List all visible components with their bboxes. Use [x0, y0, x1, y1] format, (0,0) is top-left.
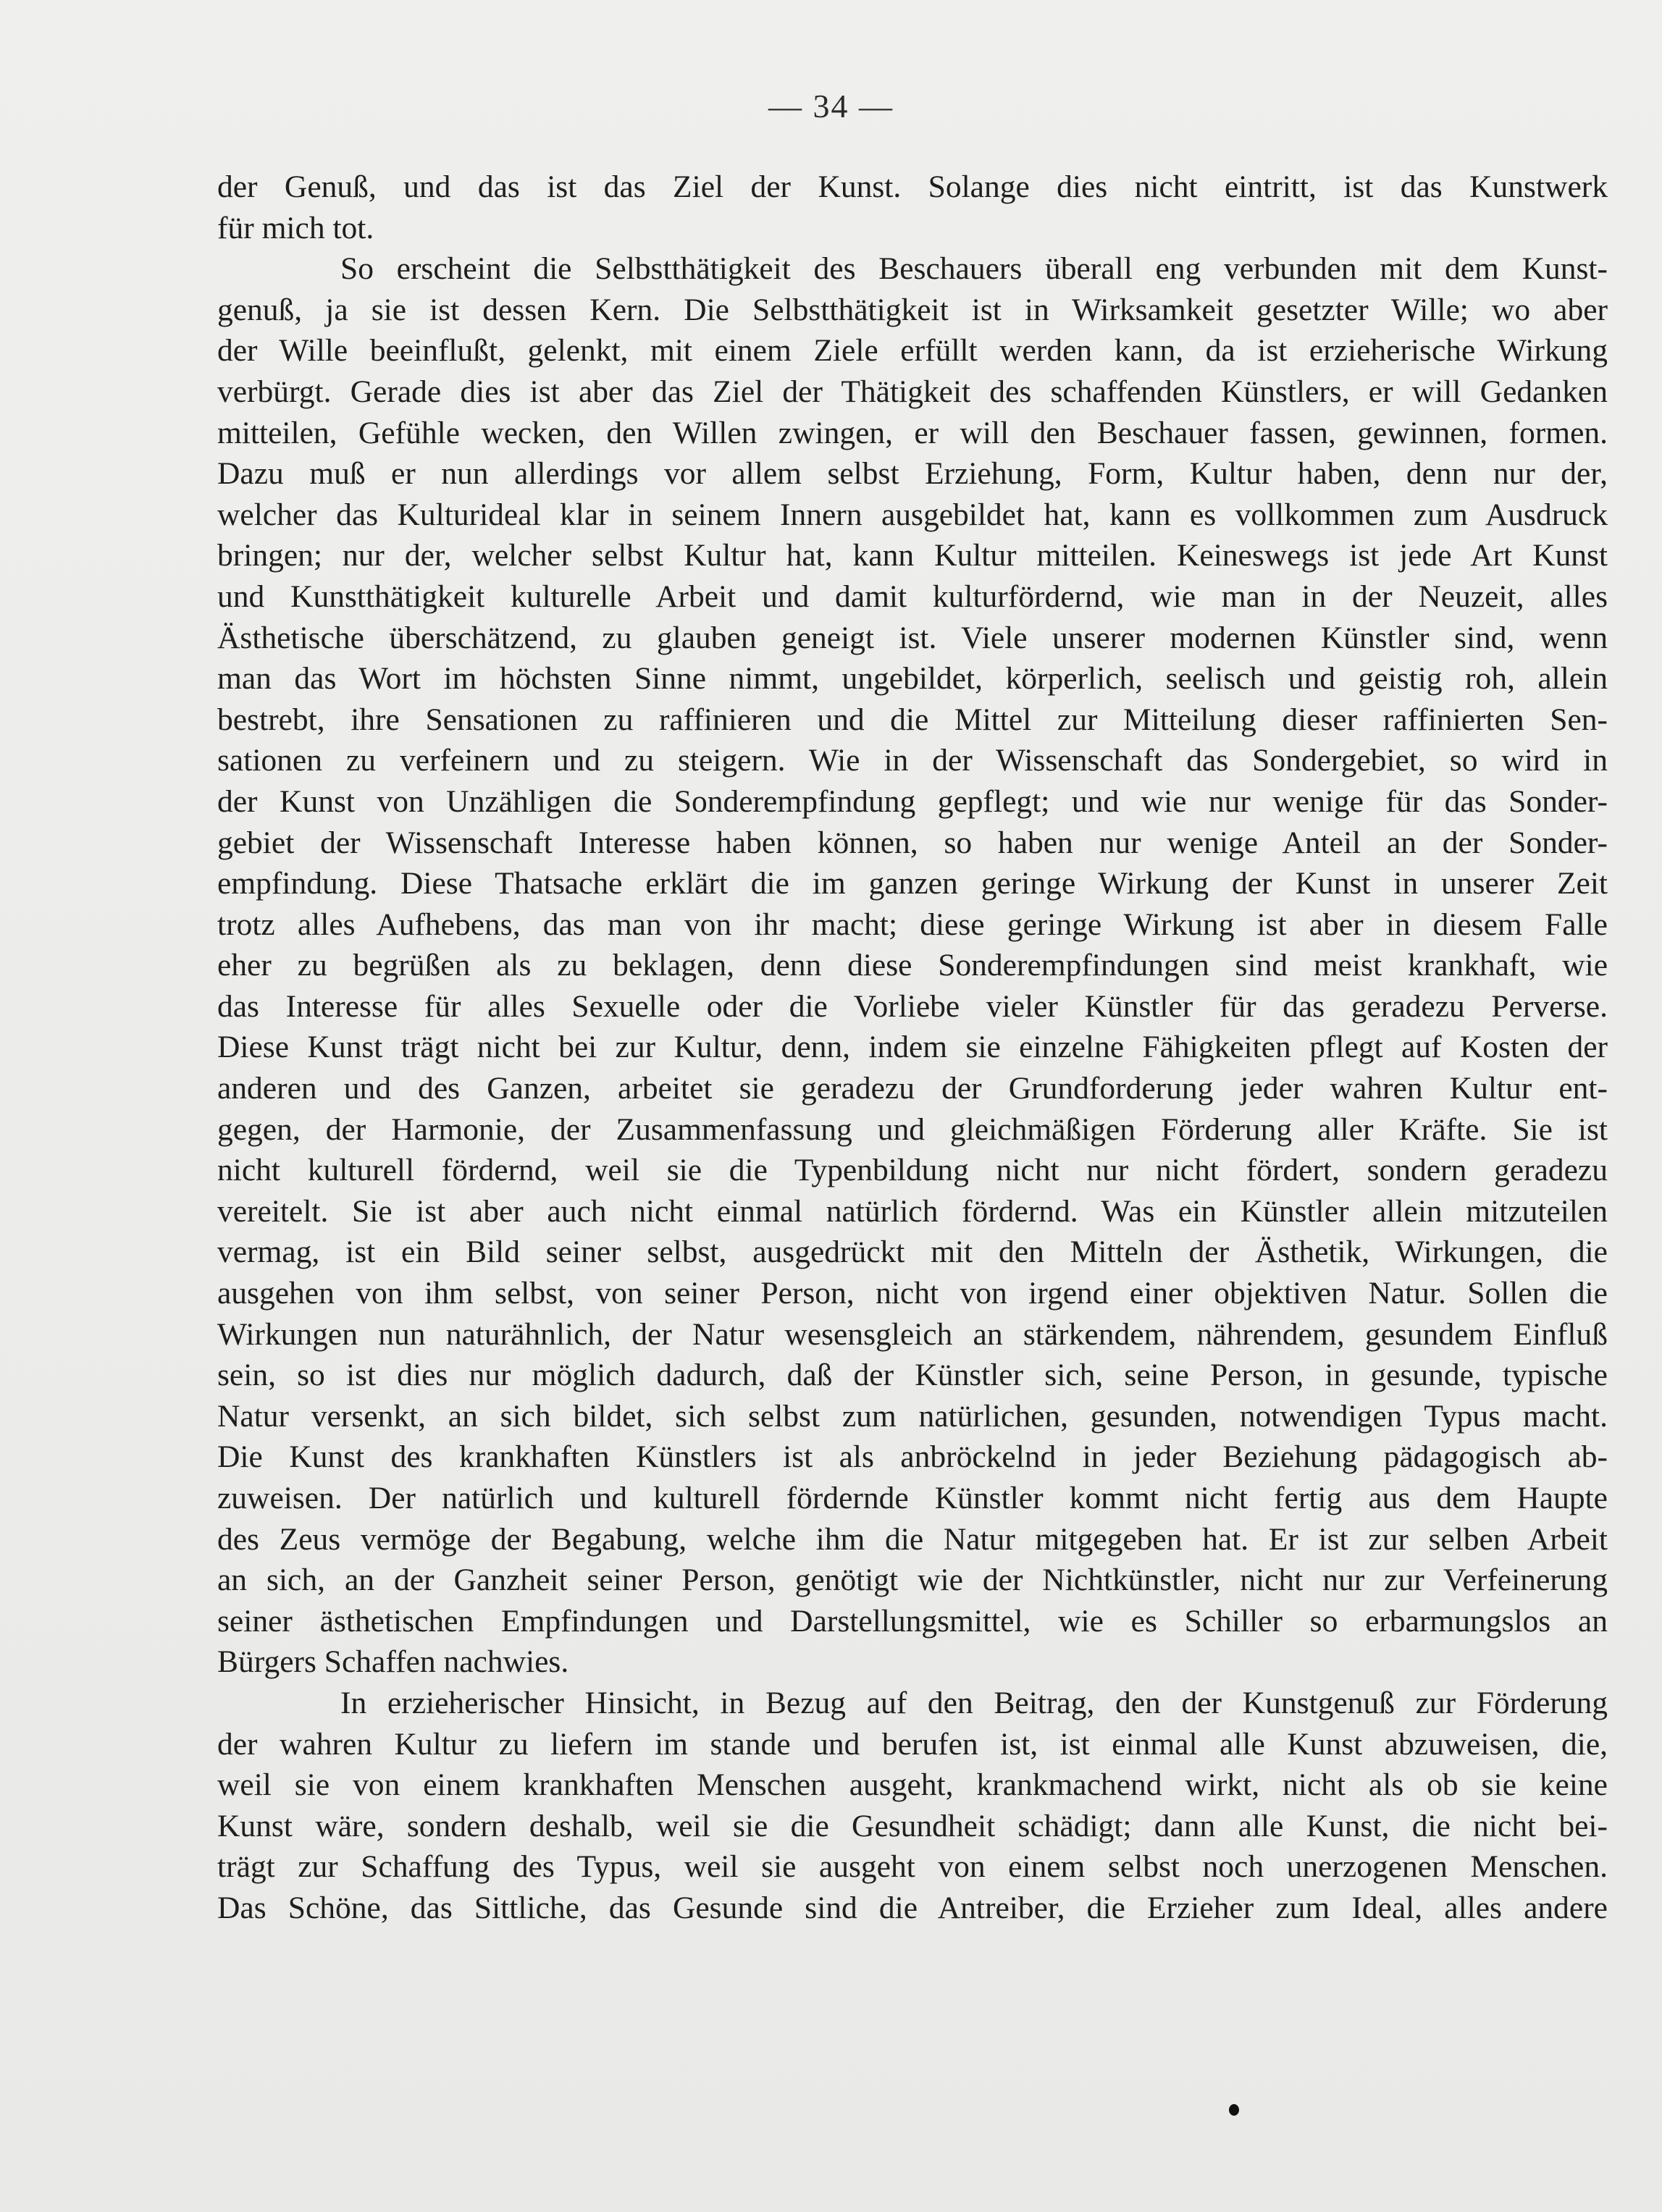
text-line: an sich, an der Ganzheit seiner Person, genötigt wie der Nichtkünstler, nicht nur zur Verfeinerung [217, 1563, 1608, 1598]
text-line: bringen; nur der, welcher selbst Kultur hat, kann Kultur mitteilen. Keineswegs ist jede Art Kunst [217, 538, 1608, 573]
text-line: der Kunst von Unzähligen die Sonderempfindung gepflegt; und wie nur wenige für das Sonder- [217, 783, 1608, 819]
text-line: zuweisen. Der natürlich und kulturell fördernde Künstler kommt nicht fertig aus dem Haupte [217, 1481, 1608, 1515]
text-line: verbürgt. Gerade dies ist aber das Ziel der Thätigkeit des schaffenden Künstlers, er will Gedanken [217, 374, 1608, 409]
text-line: Wirkungen nun naturähnlich, der Natur wesensgleich an stärkendem, nährendem, gesundem Einfluß [217, 1316, 1608, 1352]
text-line: Kunst wäre, sondern deshalb, weil sie die Gesundheit schädigt; dann alle Kunst, die nicht bei- [217, 1808, 1608, 1843]
text-line: gebiet der Wissenschaft Interesse haben können, so haben nur wenige Anteil an der Sonder- [217, 825, 1608, 860]
text-line: für mich tot. [217, 210, 374, 245]
text-line: welcher das Kulturideal klar in seinem Innern ausgebildet hat, kann es vollkommen zum Ausdruck [217, 497, 1608, 532]
text-line: der Wille beeinflußt, gelenkt, mit einem Ziele erfüllt werden kann, da ist erzieherische Wirkung [217, 333, 1608, 369]
text-line: So erscheint die Selbstthätigkeit des Beschauers überall eng verbunden mit dem Kunst- [340, 251, 1608, 287]
text-line: bestrebt, ihre Sensationen zu raffinieren und die Mittel zur Mitteilung dieser raffinierten Sen- [217, 702, 1608, 737]
text-line: trotz alles Aufhebens, das man von ihr macht; diese geringe Wirkung ist aber in diesem Falle [217, 907, 1608, 942]
text-line: Dazu muß er nun allerdings vor allem selbst Erziehung, Form, Kultur haben, denn nur der, [217, 456, 1608, 492]
text-line: Das Schöne, das Sittliche, das Gesunde sind die Antreiber, die Erzieher zum Ideal, alles andere [217, 1890, 1608, 1925]
text-line: das Interesse für alles Sexuelle oder die Vorliebe vieler Künstler für das geradezu Perverse. [217, 988, 1608, 1024]
text-line: trägt zur Schaffung des Typus, weil sie ausgeht von einem selbst noch unerzogenen Menschen. [217, 1849, 1608, 1885]
text-line: ausgehen von ihm selbst, von seiner Person, nicht von irgend einer objektiven Natur. Sollen die [217, 1276, 1608, 1311]
text-line: genuß, ja sie ist dessen Kern. Die Selbstthätigkeit ist in Wirksamkeit gesetzter Wille; wo aber [217, 292, 1608, 327]
ink-speck [1229, 2104, 1239, 2116]
page-number: — 34 — [768, 88, 894, 125]
text-line: man das Wort im höchsten Sinne nimmt, ungebildet, körperlich, seelisch und geistig roh, allein [217, 661, 1608, 697]
text-line: gegen, der Harmonie, der Zusammenfassung und gleichmäßigen Förderung aller Kräfte. Sie ist [217, 1111, 1608, 1147]
text-line: der Genuß, und das ist das Ziel der Kunst. Solange dies nicht eintritt, ist das Kunstwerk [217, 169, 1608, 204]
text-line: Bürgers Schaffen nachwies. [217, 1644, 569, 1680]
text-line: eher zu begrüßen als zu beklagen, denn diese Sonderempfindungen sind meist krankhaft, wie [217, 948, 1608, 983]
text-line: Die Kunst des krankhaften Künstlers ist als anbröckelnd in jeder Beziehung pädagogisch ab- [217, 1439, 1608, 1475]
text-line: und Kunstthätigkeit kulturelle Arbeit und damit kulturfördernd, wie man in der Neuzeit, alles [217, 579, 1608, 614]
text-line: In erzieherischer Hinsicht, in Bezug auf den Beitrag, den der Kunstgenuß zur Förderung [340, 1685, 1608, 1720]
text-line: Diese Kunst trägt nicht bei zur Kultur, denn, indem sie einzelne Fähigkeiten pflegt auf Kosten der [217, 1030, 1608, 1065]
body-text [217, 167, 1608, 1929]
text-line: Ästhetische überschätzend, zu glauben geneigt ist. Viele unserer modernen Künstler sind, wenn [217, 620, 1608, 655]
text-line: seiner ästhetischen Empfindungen und Darstellungsmittel, wie es Schiller so erbarmungslos an [217, 1603, 1608, 1639]
text-line: sein, so ist dies nur möglich dadurch, daß der Künstler sich, seine Person, in gesunde, typische [217, 1358, 1608, 1393]
text-line: vereitelt. Sie ist aber auch nicht einmal natürlich fördernd. Was ein Künstler allein mitzuteilen [217, 1193, 1608, 1229]
text-line: vermag, ist ein Bild seiner selbst, ausgedrückt mit den Mitteln der Ästhetik, Wirkungen, die [217, 1235, 1608, 1270]
text-line: Natur versenkt, an sich bildet, sich selbst zum natürlichen, gesunden, notwendigen Typus macht. [217, 1398, 1608, 1434]
text-line: mitteilen, Gefühle wecken, den Willen zwingen, er will den Beschauer fassen, gewinnen, formen. [217, 415, 1608, 450]
text-line: weil sie von einem krankhaften Menschen ausgeht, krankmachend wirkt, nicht als ob sie keine [217, 1767, 1608, 1803]
text-line: des Zeus vermöge der Begabung, welche ihm die Natur mitgegeben hat. Er ist zur selben Arbeit [217, 1521, 1608, 1557]
text-line: anderen und des Ganzen, arbeitet sie geradezu der Grundforderung jeder wahren Kultur ent- [217, 1071, 1608, 1106]
text-line: der wahren Kultur zu liefern im stande und berufen ist, ist einmal alle Kunst abzuweisen, die, [217, 1726, 1608, 1762]
text-line: empfindung. Diese Thatsache erklärt die im ganzen geringe Wirkung der Kunst in unserer Zeit [217, 866, 1608, 901]
text-line: sationen zu verfeinern und zu steigern. Wie in der Wissenschaft das Sondergebiet, so wird in [217, 743, 1608, 778]
text-line: nicht kulturell fördernd, weil sie die Typenbildung nicht nur nicht fördert, sondern geradezu [217, 1153, 1608, 1188]
